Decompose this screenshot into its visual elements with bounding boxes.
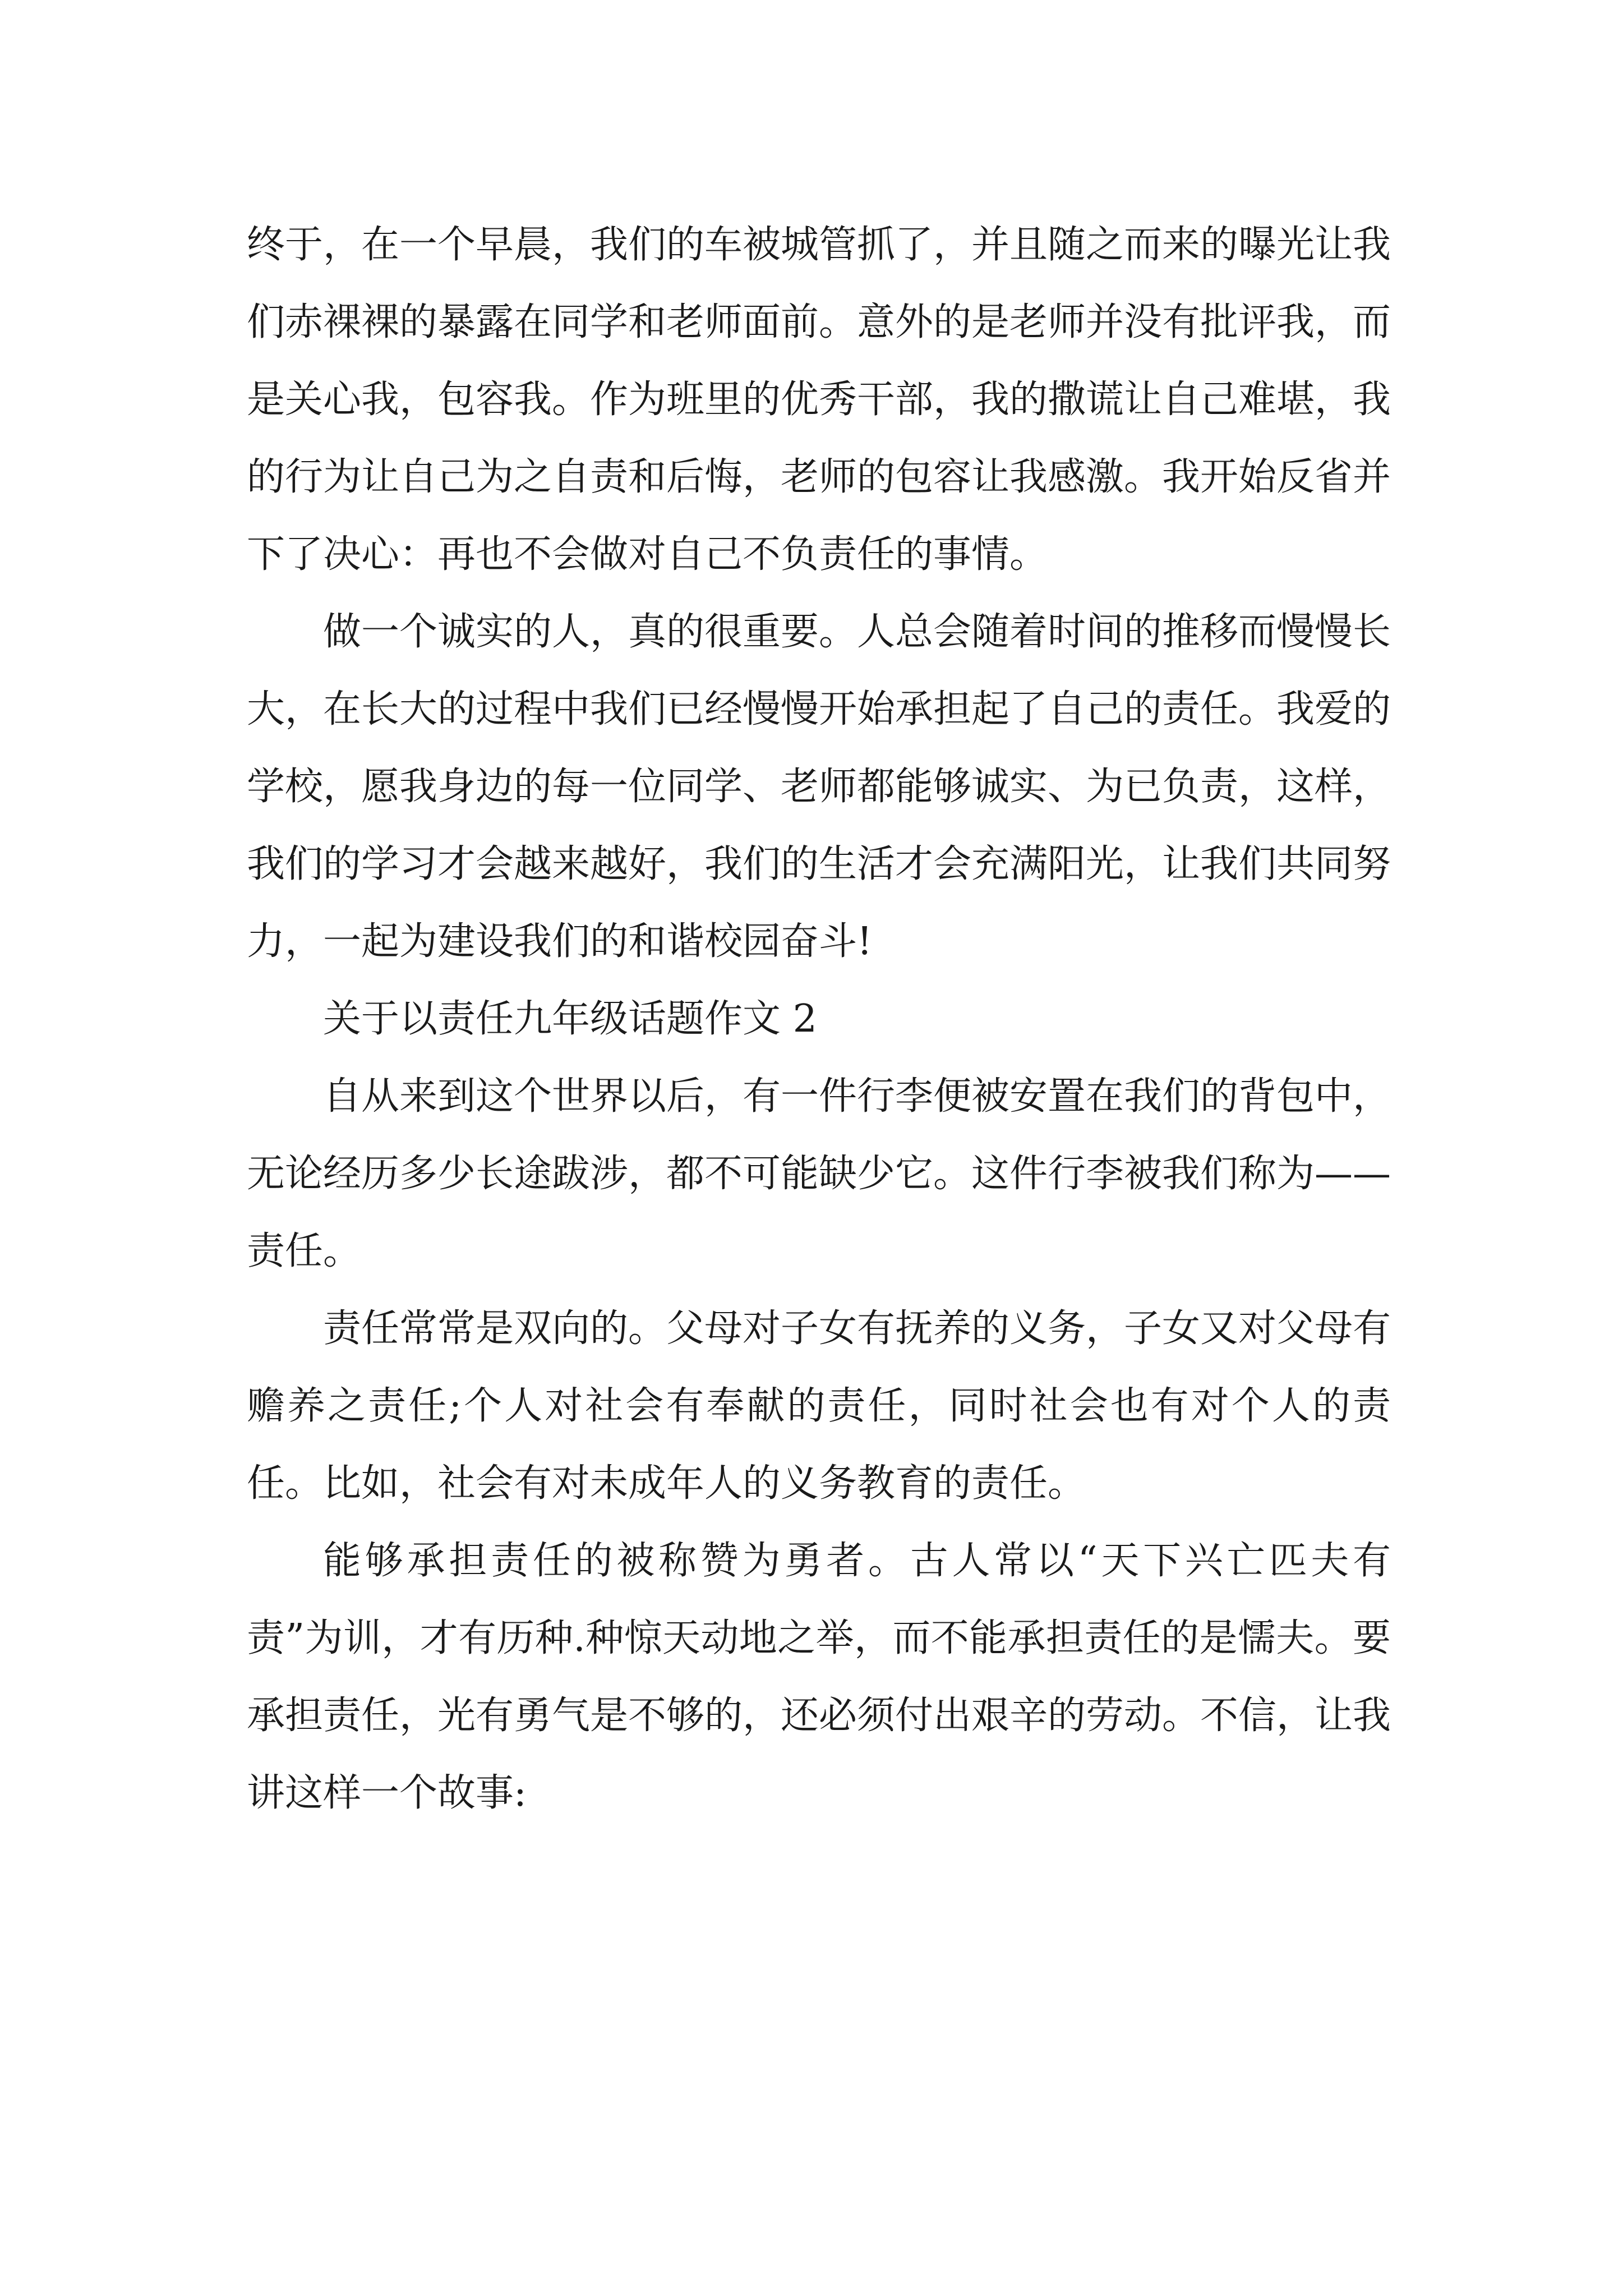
- paragraph-5: 能够承担责任的被称赞为勇者。古人常以“天下兴亡匹夫有责”为训，才有历种.种惊天动地之举，而不能承担责任的是懦夫。要承担责任，光有勇气是不够的，还必须付出艰辛的劳动。不信，让我讲这样一个故事:: [247, 1539, 1391, 1815]
- paragraph-2: 做一个诚实的人，真的很重要。人总会随着时间的推移而慢慢长大，在长大的过程中我们已经慢慢开始承担起了自己的责任。我爱的学校，愿我身边的每一位同学、老师都能够诚实、为已负责，这样，我们的学习才会越来越好，我们的生活才会充满阳光，让我们共同努力，一起为建设我们的和谐校园奋斗!: [247, 610, 1391, 964]
- section-heading: 关于以责任九年级话题作文 2: [323, 997, 817, 1041]
- paragraph-4: 责任常常是双向的。父母对子女有抚养的义务，子女又对父母有赡养之责任;个人对社会有奉献的责任，同时社会也有对个人的责任。比如，社会有对未成年人的义务教育的责任。: [247, 1306, 1391, 1506]
- paragraph-3: 自从来到这个世界以后，有一件行李便被安置在我们的背包中，无论经历多少长途跋涉，都不可能缺少它。这件行李被我们称为——责任。: [247, 1074, 1391, 1273]
- document-body: [247, 206, 1391, 1832]
- paragraph-1: 终于，在一个早晨，我们的车被城管抓了，并且随之而来的曝光让我们赤裸裸的暴露在同学和老师面前。意外的是老师并没有批评我，而是关心我，包容我。作为班里的优秀干部，我的撒谎让自己难堪，我的行为让自己为之自责和后悔，老师的包容让我感激。我开始反省并下了决心：再也不会做对自己不负责任的事情。: [247, 223, 1391, 577]
